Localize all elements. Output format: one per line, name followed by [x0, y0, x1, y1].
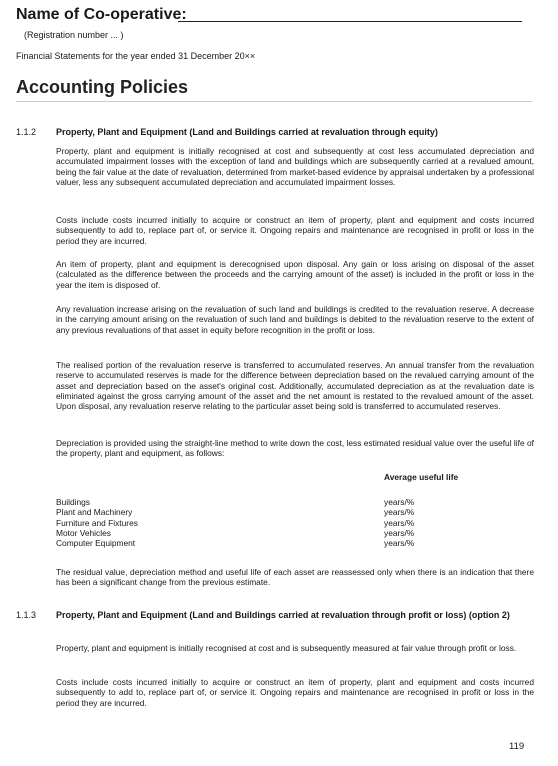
table-row [56, 507, 534, 517]
paragraph-fair-value: Property, plant and equipment is initially recognised at cost and is subsequently measured at fair value through profit or loss. [56, 643, 517, 653]
section-title-1-1-3: Property, Plant and Equipment (Land and Buildings carried at revaluation through profit or loss) (option 2) [56, 610, 510, 620]
paragraph-depreciation: Depreciation is provided using the straight-line method to write down the cost, less estimated residual value over the useful life of the property, plant and equipment, as follows: [56, 438, 534, 459]
useful-life-value: years/% [384, 507, 415, 518]
table-row [56, 518, 534, 528]
section-number-1-1-2: 1.1.2 [16, 127, 37, 137]
paragraph-revaluation-increase: Any revaluation increase arising on the revaluation of such land and buildings is credited to the revaluation reserve. A decrease in the carrying amount arising on the revaluation of such land and buildings is debited to the revaluation reserve to the extent of any previous revaluations of that asset in equity before recognition in the profit or loss. [56, 304, 534, 335]
useful-life-column-header: Average useful life [384, 472, 459, 482]
paragraph-residual-value: The residual value, depreciation method and useful life of each asset are reassessed only when there is an indication that there has been a significant change from the previous estimate. [56, 567, 534, 588]
page-number: 119 [509, 741, 525, 752]
asset-category: Furniture and Fixtures [56, 517, 138, 528]
registration-number: (Registration number ... ) [24, 30, 124, 40]
section-number-1-1-3: 1.1.3 [16, 610, 37, 620]
section-title-1-1-2: Property, Plant and Equipment (Land and Buildings carried at revaluation through equity) [56, 127, 438, 137]
useful-life-value: years/% [384, 527, 415, 538]
title-divider [16, 101, 532, 102]
table-row [56, 538, 534, 548]
cooperative-name-label: Name of Co-operative: [16, 6, 187, 23]
page-title: Accounting Policies [16, 77, 189, 97]
financial-statements-period: Financial Statements for the year ended 31 December 20×× [16, 51, 256, 61]
paragraph-realised-reserve: The realised portion of the revaluation reserve is transferred to accumulated reserves. An annual transfer from the revaluation reserve to accumulated reserves is made for the difference between depreciation based on the revalued carrying amount of the asset and depreciation based on the asset's original cost. Additionally, accumulated depreciation as at the revaluation date is eliminated against the gross carrying amount of the asset and the net amount is restated to the revalued amount of the asset. Upon disposal, any revaluation reserve relating to the particular asset being sold is transferred to accumulated reserves. [56, 360, 534, 412]
asset-category: Plant and Machinery [56, 507, 133, 518]
useful-life-value: years/% [384, 538, 415, 549]
asset-category: Motor Vehicles [56, 527, 111, 538]
table-row [56, 528, 534, 538]
paragraph-initial-recognition: Property, plant and equipment is initially recognised at cost and subsequently at cost less accumulated depreciation and accumulated impairment losses with the exception of land and buildings which are subsequently carried at a revalued amount, being the fair value at the date of revaluation, determined from market-based evidence by appraisal undertaken by a professional valuer, less any subsequent accumulated depreciation and accumulated impairment losses. [56, 146, 534, 187]
useful-life-value: years/% [384, 517, 415, 528]
asset-category: Computer Equipment [56, 538, 136, 549]
cooperative-name-fill-line [178, 21, 522, 22]
paragraph-costs: Costs include costs incurred initially to acquire or construct an item of property, plant and equipment and costs incurred subsequently to add to, replace part of, or service it. Ongoing repairs and maintenance are recognised in profit or loss in the period they are incurred. [56, 215, 534, 246]
paragraph-costs-option-2: Costs include costs incurred initially to acquire or construct an item of property, plant and equipment and costs incurred subsequently to add to, replace part of, or service it. Ongoing repairs and maintenance are recognised in profit or loss in the period they are incurred. [56, 677, 534, 708]
paragraph-derecognition: An item of property, plant and equipment is derecognised upon disposal. Any gain or loss arising on disposal of the asset (calculated as the difference between the proceeds and the carrying amount of the asset) is included in the profit or loss in the year the item is disposed of. [56, 259, 534, 290]
table-row [56, 497, 534, 507]
asset-category: Buildings [56, 497, 90, 507]
useful-life-table [56, 497, 534, 548]
useful-life-value: years/% [384, 497, 415, 507]
